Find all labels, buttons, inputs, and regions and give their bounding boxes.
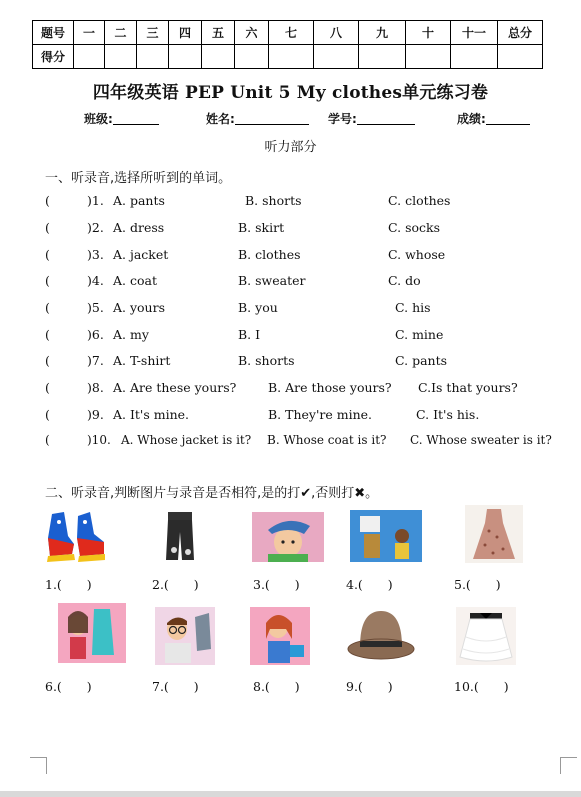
score-header-cell: 九 <box>359 21 406 45</box>
answer-paren[interactable]: ( <box>45 353 50 368</box>
answer-blank-10[interactable]: 10.( ) <box>454 679 509 694</box>
score-header-cell: 十一 <box>451 21 498 45</box>
class-blank[interactable] <box>113 112 159 125</box>
number-blank[interactable] <box>357 112 415 125</box>
class-field <box>84 110 159 127</box>
score-cell[interactable] <box>269 45 314 69</box>
score-cell[interactable] <box>169 45 202 69</box>
score-cell[interactable] <box>498 45 543 69</box>
option-b: B. shorts <box>238 353 295 368</box>
answer-blank-5[interactable]: 5.( ) <box>454 577 501 592</box>
answer-blank-8[interactable]: 8.( ) <box>253 679 300 694</box>
score-cell[interactable] <box>451 45 498 69</box>
score-header-cell: 十 <box>406 21 451 45</box>
answer-paren[interactable]: ( <box>45 380 50 395</box>
question-number: )4. <box>87 273 104 288</box>
question-number: )3. <box>87 247 104 262</box>
crop-mark-bottom-right <box>560 757 577 774</box>
answer-blank-1[interactable]: 1.( ) <box>45 577 92 592</box>
name-blank[interactable] <box>235 112 309 125</box>
question-number: )6. <box>87 327 104 342</box>
option-c: C. whose <box>388 247 446 262</box>
question-number: )7. <box>87 353 104 368</box>
score-cell[interactable] <box>235 45 269 69</box>
answer-blank-9[interactable]: 9.( ) <box>346 679 393 694</box>
score-cell[interactable] <box>74 45 105 69</box>
option-c: C. It's his. <box>416 407 480 422</box>
number-label: 学号: <box>328 112 357 126</box>
score-table-score-row <box>33 45 543 69</box>
answer-paren[interactable]: ( <box>45 327 50 342</box>
score-header-cell: 题号 <box>33 21 74 45</box>
score-header-cell: 总分 <box>498 21 543 45</box>
part2-heading: 二、听录音,判断图片与录音是否相符,是的打✔,否则打✖。 <box>45 486 379 501</box>
score-label: 成绩: <box>457 112 486 126</box>
score-cell[interactable] <box>359 45 406 69</box>
score-cell[interactable] <box>105 45 137 69</box>
option-c: C. his <box>395 300 431 315</box>
option-b: B. you <box>238 300 278 315</box>
option-a: A. It's mine. <box>113 407 190 422</box>
score-header-cell: 八 <box>314 21 359 45</box>
answer-paren[interactable]: ( <box>45 300 50 315</box>
answer-paren[interactable]: ( <box>45 247 50 262</box>
class-label: 班级: <box>84 112 113 126</box>
pants-picture <box>162 510 198 564</box>
score-header-cell: 二 <box>105 21 137 45</box>
option-c: C. clothes <box>388 193 451 208</box>
page-bottom-edge <box>0 791 581 797</box>
option-a: A. my <box>113 327 149 342</box>
question-number: )1. <box>87 193 104 208</box>
score-header-cell: 三 <box>137 21 169 45</box>
section-title: 听力部分 <box>264 140 317 155</box>
score-blank[interactable] <box>486 112 530 125</box>
option-b: B. shorts <box>245 193 302 208</box>
score-header-cell: 四 <box>169 21 202 45</box>
score-header-cell: 一 <box>74 21 105 45</box>
question-number: )2. <box>87 220 104 235</box>
option-a: A. pants <box>113 193 165 208</box>
option-a: A. coat <box>113 273 157 288</box>
option-b: B. skirt <box>238 220 285 235</box>
part1-heading: 一、听录音,选择所听到的单词。 <box>45 171 232 186</box>
option-b: B. I <box>238 327 261 342</box>
dress-picture <box>465 505 523 563</box>
option-a: A. Are these yours? <box>113 380 237 395</box>
score-field <box>457 110 530 127</box>
hat-picture <box>346 603 416 665</box>
score-header-cell: 五 <box>202 21 235 45</box>
answer-paren[interactable]: ( <box>45 407 50 422</box>
name-field <box>206 110 309 127</box>
answer-paren[interactable]: ( <box>45 193 50 208</box>
option-b: B. They're mine. <box>268 407 373 422</box>
name-label: 姓名: <box>206 112 235 126</box>
option-a: A. dress <box>113 220 165 235</box>
score-table-header-row <box>33 21 543 45</box>
answer-paren[interactable]: ( <box>45 273 50 288</box>
skirt-picture <box>456 607 516 665</box>
score-cell[interactable] <box>137 45 169 69</box>
question-number: )9. <box>87 407 104 422</box>
score-header-cell: 七 <box>269 21 314 45</box>
option-c: C. socks <box>388 220 440 235</box>
option-b: B. clothes <box>238 247 301 262</box>
score-row-label: 得分 <box>33 45 74 69</box>
score-header-cell: 六 <box>235 21 269 45</box>
option-c: C. Whose sweater is it? <box>410 433 552 447</box>
answer-blank-4[interactable]: 4.( ) <box>346 577 393 592</box>
boy-with-clothes-picture <box>350 510 422 562</box>
option-a: A. Whose jacket is it? <box>121 433 252 447</box>
girl-shopping-picture <box>250 607 310 665</box>
answer-paren[interactable]: ( <box>45 220 50 235</box>
girl-with-dress-picture <box>58 603 126 663</box>
option-a: A. T-shirt <box>113 353 171 368</box>
option-a: A. jacket <box>113 247 169 262</box>
score-cell[interactable] <box>202 45 235 69</box>
answer-blank-2[interactable]: 2.( ) <box>152 577 199 592</box>
option-a: A. yours <box>113 300 166 315</box>
boy-with-cap-picture <box>252 512 324 562</box>
score-cell[interactable] <box>406 45 451 69</box>
page-title: 四年级英语 PEP Unit 5 My clothes单元练习卷 <box>92 83 489 103</box>
answer-paren[interactable]: ( <box>45 433 50 447</box>
shoes-picture <box>44 508 108 568</box>
option-c: C.Is that yours? <box>418 380 518 395</box>
option-b: B. sweater <box>238 273 306 288</box>
option-b: B. Whose coat is it? <box>267 433 387 447</box>
question-number: )8. <box>87 380 104 395</box>
question-number: )10. <box>87 433 111 447</box>
score-cell[interactable] <box>314 45 359 69</box>
answer-blank-6[interactable]: 6.( ) <box>45 679 92 694</box>
option-c: C. do <box>388 273 421 288</box>
answer-blank-7[interactable]: 7.( ) <box>152 679 199 694</box>
question-number: )5. <box>87 300 104 315</box>
option-b: B. Are those yours? <box>268 380 392 395</box>
answer-blank-3[interactable]: 3.( ) <box>253 577 300 592</box>
number-field <box>328 110 415 127</box>
option-c: C. pants <box>395 353 448 368</box>
score-table <box>32 20 543 69</box>
crop-mark-bottom-left <box>30 757 47 774</box>
boy-with-glasses-picture <box>155 607 215 665</box>
option-c: C. mine <box>395 327 444 342</box>
